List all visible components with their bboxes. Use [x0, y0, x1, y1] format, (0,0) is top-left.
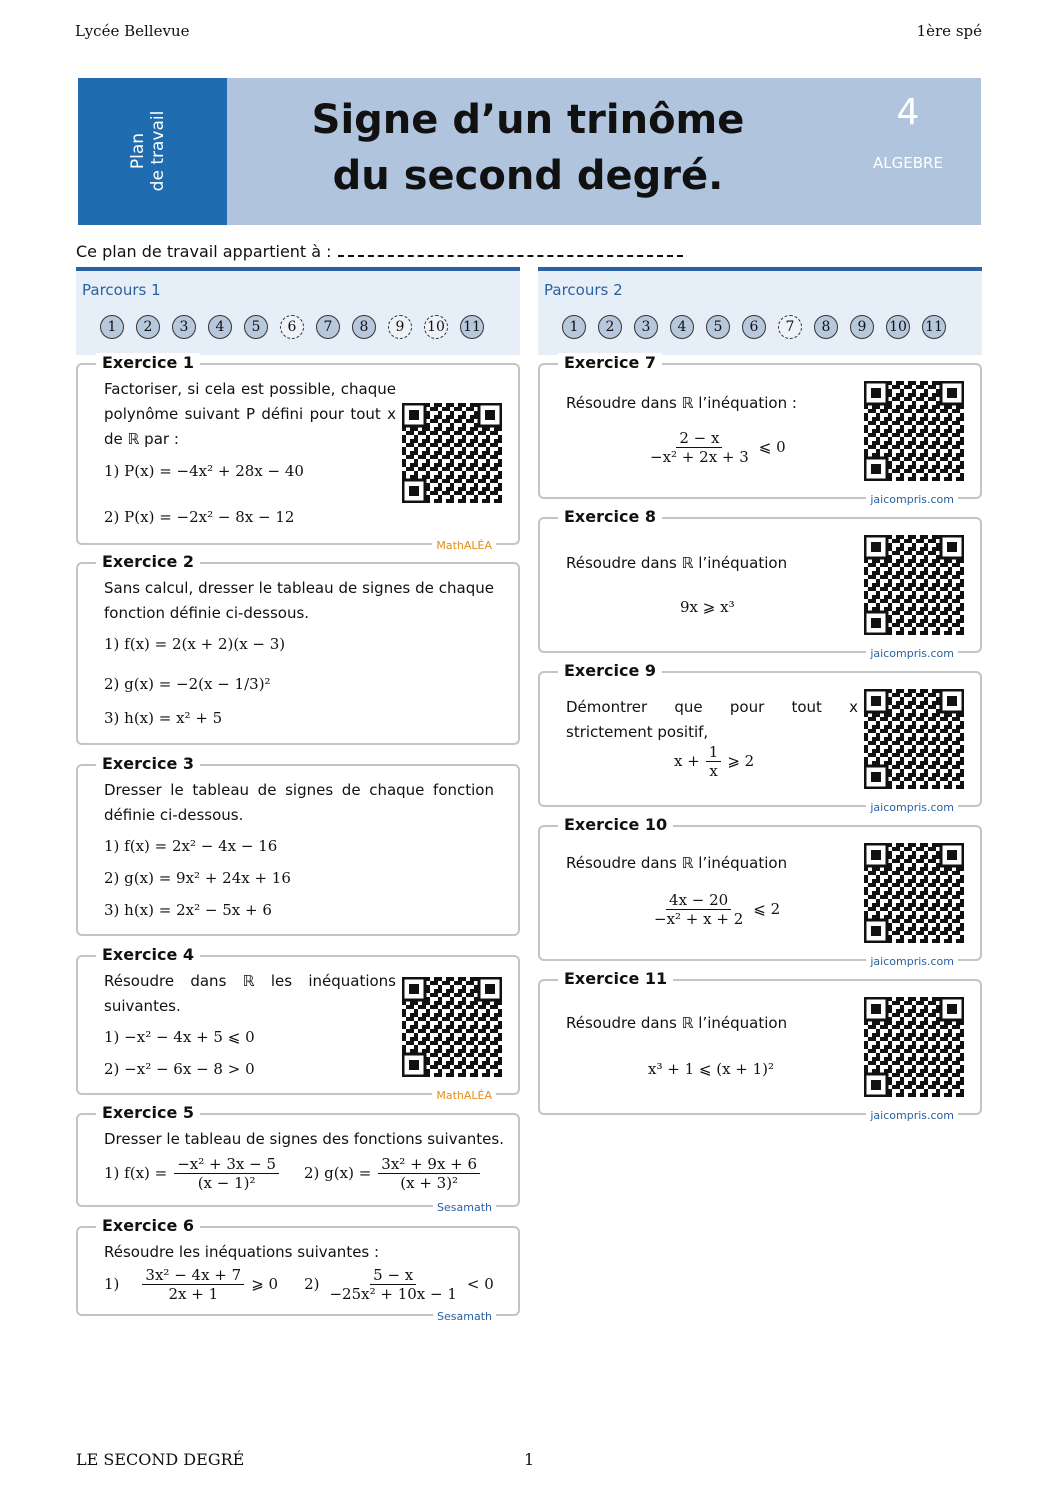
exercise-9 [538, 661, 982, 814]
exercise-statement: Dresser le tableau de signes de chaque fonction définie ci-dessous. [104, 781, 494, 824]
parcours-bubble[interactable]: 3 [172, 315, 196, 339]
exercise-6 [76, 1216, 520, 1323]
exercise-statement: Résoudre dans ℝ l’inéquation [566, 1014, 788, 1032]
parcours-bubble-optional[interactable]: 6 [280, 315, 304, 339]
exercise-1 [76, 353, 520, 552]
function-label: 1) f(x) = [104, 1164, 168, 1182]
qr-code-icon[interactable] [402, 403, 502, 503]
exercise-title: Exercice 5 [96, 1103, 200, 1122]
relation: ⩽ 2 [753, 900, 781, 918]
exercise-formula [644, 429, 786, 466]
page-title [298, 92, 758, 204]
parcours-bubbles [100, 315, 484, 339]
exercise-statement: Résoudre dans ℝ les inéquations suivantes. [104, 972, 396, 1015]
source-label: jaicompris.com [866, 493, 958, 506]
exercise-item: 3) h(x) = 2x² − 5x + 6 [104, 901, 272, 919]
title-line1: Signe d’un trinôme [311, 97, 745, 143]
exercise-statement: Résoudre les inéquations suivantes : [104, 1243, 380, 1261]
fraction [326, 1266, 459, 1303]
exercise-item: 1) f(x) = 2(x + 2)(x − 3) [104, 635, 286, 653]
source-label: jaicompris.com [866, 955, 958, 968]
exercise-statement: Résoudre dans ℝ l’inéquation [566, 854, 788, 872]
item-number: 2) [304, 1275, 320, 1293]
relation: ⩽ 0 [758, 438, 786, 456]
exercise-item: 2) g(x) = −2(x − 1/3)² [104, 675, 271, 693]
exercise-statement: Résoudre dans ℝ l’inéquation [566, 554, 788, 572]
exercise-5 [76, 1103, 520, 1214]
chapter-theme: ALGEBRE [873, 154, 943, 172]
numerator: 2 − x [676, 429, 722, 448]
parcours-bubble[interactable]: 5 [706, 315, 730, 339]
exercise-title: Exercice 8 [558, 507, 662, 526]
parcours-title: Parcours 1 [82, 281, 161, 299]
relation: < 0 [466, 1275, 494, 1293]
title-banner [78, 78, 981, 225]
source-label: MathALÉA [432, 539, 496, 552]
denominator: (x − 1)² [197, 1174, 256, 1192]
qr-code-icon[interactable] [864, 997, 964, 1097]
exercise-item: 2) g(x) = 9x² + 24x + 16 [104, 869, 291, 887]
exercise-3 [76, 754, 520, 936]
exercise-item [104, 1266, 494, 1303]
source-label: Sesamath [433, 1201, 496, 1214]
plan-label-line1: Plan [128, 132, 148, 170]
fraction [651, 891, 746, 928]
parcours-bubble[interactable]: 2 [598, 315, 622, 339]
parcours-bubble[interactable]: 1 [100, 315, 124, 339]
exercise-statement: Factoriser, si cela est possible, chaque polynôme suivant P défini pour tout x de ℝ par : [104, 380, 396, 448]
exercise-title: Exercice 6 [96, 1216, 200, 1235]
source-label: MathALÉA [432, 1089, 496, 1102]
exercise-formula [674, 743, 754, 780]
parcours-bubble[interactable]: 11 [460, 315, 484, 339]
plan-label [128, 96, 168, 206]
exercise-statement: Démontrer que pour tout x strictement positif, [566, 698, 858, 741]
exercise-title: Exercice 3 [96, 754, 200, 773]
exercise-title: Exercice 1 [96, 353, 200, 372]
exercise-formula: 9x ⩾ x³ [680, 598, 735, 616]
parcours-bubble[interactable]: 4 [670, 315, 694, 339]
source-label: jaicompris.com [866, 801, 958, 814]
numerator: 1 [706, 743, 722, 762]
parcours-bubble[interactable]: 2 [136, 315, 160, 339]
school-name: Lycée Bellevue [75, 22, 190, 40]
owner-blank[interactable] [338, 245, 683, 257]
numerator: 3x² + 9x + 6 [378, 1155, 480, 1174]
parcours-bubble[interactable]: 9 [850, 315, 874, 339]
exercise-10 [538, 815, 982, 968]
fraction [706, 743, 722, 780]
fraction [174, 1155, 279, 1192]
denominator: −25x² + 10x − 1 [329, 1285, 457, 1303]
source-label: jaicompris.com [866, 647, 958, 660]
exercise-title: Exercice 4 [96, 945, 200, 964]
denominator: −x² + 2x + 3 [650, 448, 749, 466]
owner-line [76, 242, 683, 261]
exercise-8 [538, 507, 982, 660]
owner-label: Ce plan de travail appartient à : [76, 242, 332, 261]
plan-label-line2: de travail [148, 110, 168, 192]
exercise-item: 3) h(x) = x² + 5 [104, 709, 223, 727]
relation: ⩾ 0 [251, 1275, 279, 1293]
source-label: jaicompris.com [866, 1109, 958, 1122]
qr-code-icon[interactable] [864, 535, 964, 635]
class-level: 1ère spé [916, 22, 982, 40]
denominator: x [709, 762, 718, 780]
exercise-title: Exercice 10 [558, 815, 673, 834]
qr-code-icon[interactable] [864, 689, 964, 789]
exercise-title: Exercice 2 [96, 552, 200, 571]
denominator: 2x + 1 [168, 1285, 219, 1303]
denominator: (x + 3)² [400, 1174, 459, 1192]
exercise-statement: Résoudre dans ℝ l’inéquation : [566, 394, 797, 412]
relation: ⩾ 2 [727, 752, 755, 770]
exercise-title: Exercice 9 [558, 661, 662, 680]
lhs: x + [674, 752, 700, 770]
parcours-bubble-optional[interactable]: 10 [424, 315, 448, 339]
exercise-7 [538, 353, 982, 506]
numerator: 5 − x [370, 1266, 416, 1285]
parcours-bubble[interactable]: 1 [562, 315, 586, 339]
parcours-bubble[interactable]: 3 [634, 315, 658, 339]
parcours-bubble[interactable]: 4 [208, 315, 232, 339]
parcours-bubble[interactable]: 5 [244, 315, 268, 339]
function-label: 2) g(x) = [304, 1164, 372, 1182]
exercise-item: 1) f(x) = 2x² − 4x − 16 [104, 837, 278, 855]
source-label: Sesamath [433, 1310, 496, 1323]
item-number: 1) [104, 1275, 120, 1293]
parcours-bubble[interactable]: 7 [316, 315, 340, 339]
exercise-item [104, 1155, 483, 1192]
exercise-title: Exercice 11 [558, 969, 673, 988]
fraction [647, 429, 752, 466]
exercise-item: 1) P(x) = −4x² + 28x − 40 [104, 462, 304, 480]
parcours-bubble[interactable]: 6 [742, 315, 766, 339]
parcours-2 [538, 267, 982, 355]
page-number: 1 [524, 1450, 535, 1469]
numerator: 4x − 20 [666, 891, 731, 910]
chapter-number: 4 [896, 92, 920, 133]
banner-side-panel [78, 78, 227, 225]
parcours-bubble-optional[interactable]: 7 [778, 315, 802, 339]
exercise-formula: x³ + 1 ⩽ (x + 1)² [648, 1060, 775, 1078]
qr-code-icon[interactable] [864, 843, 964, 943]
exercise-item: 2) −x² − 6x − 8 > 0 [104, 1060, 255, 1078]
exercise-statement: Sans calcul, dresser le tableau de signes de chaque fonction définie ci-dessous. [104, 579, 494, 622]
exercise-2 [76, 552, 520, 745]
numerator: −x² + 3x − 5 [174, 1155, 279, 1174]
parcours-title: Parcours 2 [544, 281, 623, 299]
parcours-1 [76, 267, 520, 355]
parcours-bubble[interactable]: 10 [886, 315, 910, 339]
fraction [378, 1155, 480, 1192]
parcours-bubble-optional[interactable]: 9 [388, 315, 412, 339]
title-line2: du second degré. [332, 153, 724, 199]
qr-code-icon[interactable] [864, 381, 964, 481]
footer-chapter: LE SECOND DEGRÉ [76, 1450, 245, 1469]
parcours-bubble[interactable]: 11 [922, 315, 946, 339]
exercise-11 [538, 969, 982, 1122]
denominator: −x² + x + 2 [654, 910, 744, 928]
exercise-4 [76, 945, 520, 1102]
exercise-title: Exercice 7 [558, 353, 662, 372]
qr-code-icon[interactable] [402, 977, 502, 1077]
parcours-bubble[interactable]: 8 [352, 315, 376, 339]
parcours-bubble[interactable]: 8 [814, 315, 838, 339]
parcours-bubbles [562, 315, 946, 339]
fraction [142, 1266, 244, 1303]
exercise-item: 1) −x² − 4x + 5 ⩽ 0 [104, 1028, 255, 1046]
numerator: 3x² − 4x + 7 [142, 1266, 244, 1285]
exercise-item: 2) P(x) = −2x² − 8x − 12 [104, 508, 295, 526]
exercise-statement: Dresser le tableau de signes des fonctions suivantes. [104, 1130, 504, 1148]
exercise-formula [648, 891, 780, 928]
